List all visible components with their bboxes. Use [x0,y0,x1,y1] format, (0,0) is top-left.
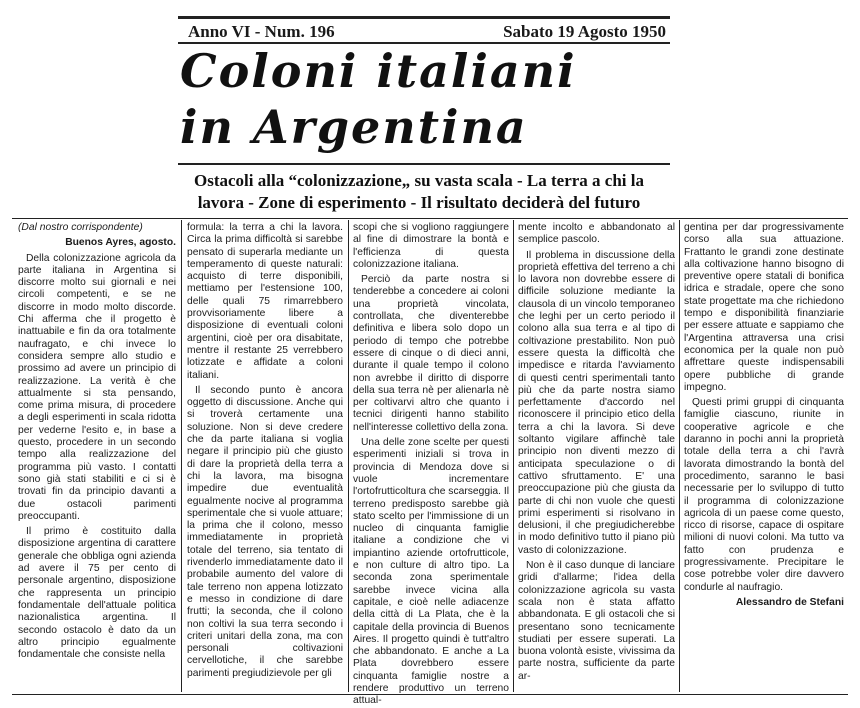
paragraph: Una delle zone scelte per questi esperimenti iniziali si trova in provincia di Mendoza dove si vuole incrementare l'ortofrutticoltura che scarseggia. Il terreno predisposto sarebbe già stato scelto per l'immissione di un nucleo di cinquanta famiglie italiane a condizione che vi impiantino aziende ortofrutticole, e non culture di altro tipo. La seconda zona sperimentale sarebbe invece vicina alla capitale, e cioè nelle adiacenze della città di La Plata, che è la capitale della provincia di Buenos Aires. Il progetto quindi è tutt'altro che abbandonato. E anche a La Plata dovrebbero essere cinquanta famiglie nostre a rendere produttivo un terreno attual- [353,437,509,707]
headline-rule [178,163,670,165]
paragraph: Il problema in discussione della proprietà effettiva del terreno a chi lo lavora non dovrebbe essere di difficile soluzione mediante la clausola di un vincolo temporaneo che leghi per un certo periodo il colono alla sua terra e al tipo di coltivazione prestabilito. Non può essere questa la difficoltà che impedisce e ritarda l'avviamento di questi centri sperimentali tanto più che da parte nostra siamo perfettamente d'accordo nel riconoscere il principio etico della terra a chi la lavora. Si deve soltanto vigilare affinchè tale principio non diventi mezzo di anticipata speculazione o di cattivo sfruttamento. E' una preoccupazione più che giusta da parte di chi non vuole che questi primi esperimenti si risolvano in delusioni, il che pregiudicherebbe in modo definitivo tutto il piano più vasto di colonizzazione. [518,249,675,556]
paragraph: gentina per dar progressivamente corso alla sua attuazione. Frattanto le grandi zone destinate alla coltivazione hanno bisogno di preventive opere statali di bonifica idrica e stradale, opere che sono state progettate ma che richiedono tempo e disponibilità finanziarie per essere attuate e sappiamo che l'Argentina attraversa una crisi economica per la quale non può affrettare queste indispensabili opere pubbliche di grande impegno. [684,222,844,393]
paragraph: Non è il caso dunque di lanciare gridi d'allarme; l'idea della colonizzazione agricola su vasta scala non è stata affatto abbandonata. E gli ostacoli che si presentano sono tecnicamente studiati per essere superati. La buona volontà esiste, vivissima da parte nostra, sufficiente da parte ar- [518,560,675,682]
column-divider [348,220,349,692]
paragraph: Questi primi gruppi di cinquanta famiglie ciascuno, riunite in cooperative agricole e che daranno in pochi anni la proprietà totale della terra a chi l'avrà lavorata dimostrando la bontà del procedimento, saranno le basi necessarie per lo sviluppo di tutto il programma di colonizzazione agricola di un paese come questo, ricco di risorse, capace di ospitare milioni di nuovi coloni. Ma tutto va fatto con prudenza e progressivamente. Precipitare le cose potrebbe voler dire davvero condurle al naufragio. [684,397,844,593]
subheadline: Ostacoli alla “colonizzazione„ su vasta scala - La terra a chi la lavora - Zone di esperimento - Il risultato deciderà del futuro [194,171,644,212]
column-divider [513,220,514,692]
dateline: (Dal nostro corrispondente) [18,222,143,233]
column-divider [181,220,182,692]
issue-date: Sabato 19 Agosto 1950 [503,22,666,41]
paragraph: Il secondo punto è ancora oggetto di discussione. Anche qui si troverà certamente una soluzione. Non si deve credere che da parte italiana si voglia negare il principio più che giusto di dare la proprietà della terra a chi la lavora, ma bisogna impedire due eventualità egualmente nocive al programma sperimentale che si vuole attuare; la prima che il colono, messo immediatamente in proprietà totale del terreno, sia tentato di rivenderlo immediatamente dato il probabile aumento del valore di tale terreno non appena lotizzato e messo in condizione di dare frutti; la seconda, che il colono non coltivi la sua terra secondo i criteri unitari della zona, ma con personali coltivazioni cervellotiche, il che sarebbe parimenti pregiudizievole per gli [187,384,343,679]
paragraph: Perciò da parte nostra si tenderebbe a concedere ai coloni una proprietà vincolata, controllata, che diventerebbe definitiva e libera solo dopo un periodo di tempo che potrebbe essere di cinque o di dieci anni, durante il quale tempo il colono non avrebbe il diritto di disporre della sua terra nè per alienarla nè per coltivarvi altro che quanto i tecnici dirigenti hanno stabilito nell'interesse collettivo della zona. [353,274,509,433]
article-column-4 [518,222,675,692]
column-rule [12,218,848,219]
bottom-rule [12,694,848,695]
paragraph: scopi che si vogliono raggiungere al fine di dimostrare la bontà e l'efficienza di questa colonizzazione italiana. [353,222,509,270]
paragraph: Della colonizzazione agricola da parte italiana in Argentina si discorre molto sui giornali e nei circoli competenti, e se ne discorre in modo molto discorde. Chi afferma che il progetto è inattuabile e fin da ora totalmente naufragato, e chi invece lo considera sempre allo studio e prossimo ad avere un principio di realizzazione. La verità è che attualmente si sta pensando, come prima misura, di procedere a degli esperimenti in scala ridotta per vederne l'esito e, in base a questo, procedere in un secondo tempo alla realizzazione del programma più vasto. I contatti sono già stati stabiliti e ci si è trovati fin da principio davanti a due ostacoli parimenti preoccupanti. [18,252,176,522]
article-column-3 [353,222,509,707]
article-column-1 [18,222,176,692]
masthead [178,20,670,42]
issue-number: Anno VI - Num. 196 [188,22,335,41]
article-column-5 [684,222,844,692]
headline-line-2: in Argentina [180,100,528,154]
paragraph: Il primo è costituito dalla disposizione argentina di carattere generale che obbliga ogni azienda ad avere il 75 per cento di personale argentino, disposizione che rappresenta un principio fondamentale dell'attuale politica nazionalistica argentina. Il secondo ostacolo è dato da un altro principio egualmente fondamentale che consiste nella [18,526,176,661]
top-rule [178,16,670,19]
article-column-2 [187,222,343,692]
author-signature: Alessandro de Stefani [735,596,844,608]
headline-line-1: Coloni italiani [180,44,577,98]
city-date: Buenos Ayres, agosto. [65,237,176,249]
paragraph: formula: la terra a chi la lavora. Circa la prima difficoltà si sarebbe pensato di superarla mediante un temperamento di queste naturali: acquisto di terre disponibili, mettiamo per l'estensione 100, delle quali 75 rimarrebbero provvisoriamente libere a disposizione di eventuali coloni argentini, cioè per ora disabitate, mentre il restante 25 verrebbero lotizzate e affidate a coloni italiani. [187,222,343,381]
headline [180,46,660,152]
paragraph: mente incolto e abbandonato al semplice pascolo. [518,222,675,246]
column-divider [679,220,680,692]
